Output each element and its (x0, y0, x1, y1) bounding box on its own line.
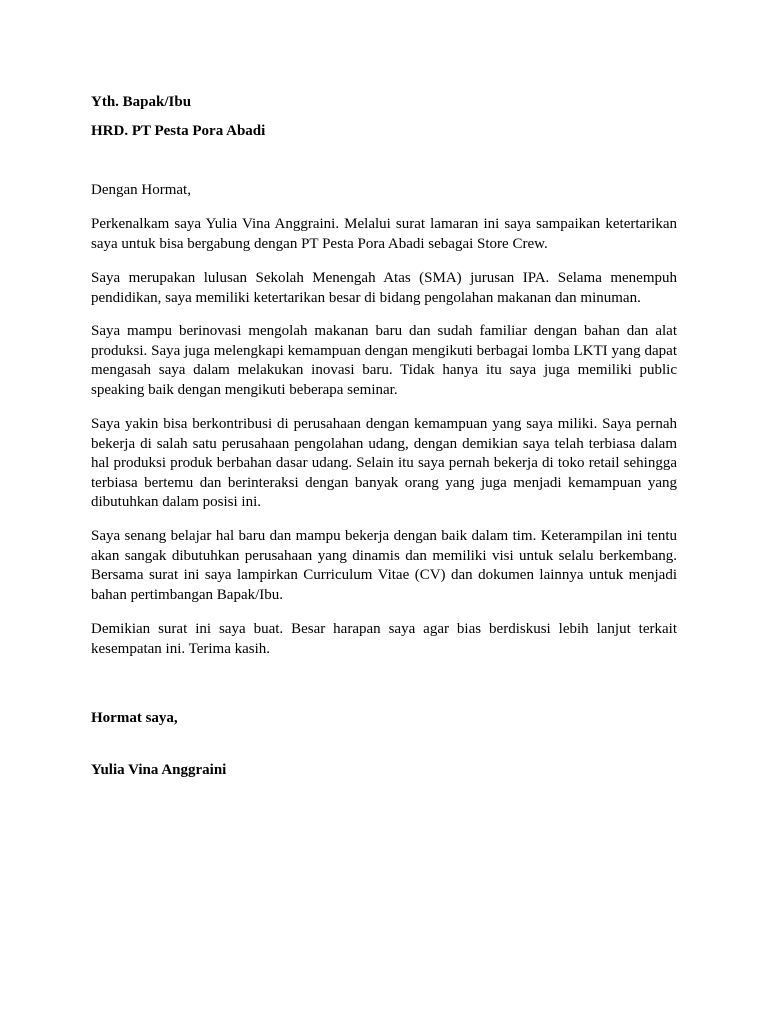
letter-paragraph-3: Saya mampu berinovasi mengolah makanan baru dan sudah familiar dengan bahan dan alat produksi. Saya juga melengkapi kemampuan dengan mengikuti berbagai lomba LKTI yang dapat mengasah saya dalam melakukan inovasi baru. Tidak hanya itu saya juga memiliki public speaking baik dengan mengikuti beberapa seminar. (91, 323, 677, 398)
letter-paragraph-4: Saya yakin bisa berkontribusi di perusahaan dengan kemampuan yang saya miliki. Saya pernah bekerja di salah satu perusahaan pengolahan udang, dengan demikian saya telah terbiasa dalam hal produksi produk berbahan dasar udang. Selain itu saya pernah bekerja di toko retail sehingga terbiasa bertemu dan berinteraksi dengan banyak orang yang juga menjadi kemampuan yang dibutuhkan dalam posisi ini. (91, 416, 677, 510)
greeting: Dengan Hormat, (91, 182, 191, 198)
letter-paragraph-2: Saya merupakan lulusan Sekolah Menengah Atas (SMA) jurusan IPA. Selama menempuh pendidikan, saya memiliki ketertarikan besar di bidang pengolahan makanan dan minuman. (91, 270, 677, 306)
letter-paragraph-6: Demikian surat ini saya buat. Besar harapan saya agar bias berdiskusi lebih lanjut terkait kesempatan ini. Terima kasih. (91, 621, 677, 657)
recipient-line-1: Yth. Bapak/Ibu (91, 94, 192, 110)
recipient-line-2: HRD. PT Pesta Pora Abadi (91, 123, 266, 139)
signature-name: Yulia Vina Anggraini (91, 762, 227, 778)
closing: Hormat saya, (91, 710, 178, 726)
letter-paragraph-5: Saya senang belajar hal baru dan mampu bekerja dengan baik dalam tim. Keterampilan ini tentu akan sangak dibutuhkan perusahaan yang dinamis dan memiliki visi untuk selalu berkembang. Bersama surat ini saya lampirkan Curriculum Vitae (CV) dan dokumen lainnya untuk menjadi bahan pertimbangan Bapak/Ibu. (91, 528, 677, 603)
letter-paragraph-1: Perkenalkam saya Yulia Vina Anggraini. Melalui surat lamaran ini saya sampaikan ketertarikan saya untuk bisa bergabung dengan PT Pesta Pora Abadi sebagai Store Crew. (91, 216, 677, 252)
